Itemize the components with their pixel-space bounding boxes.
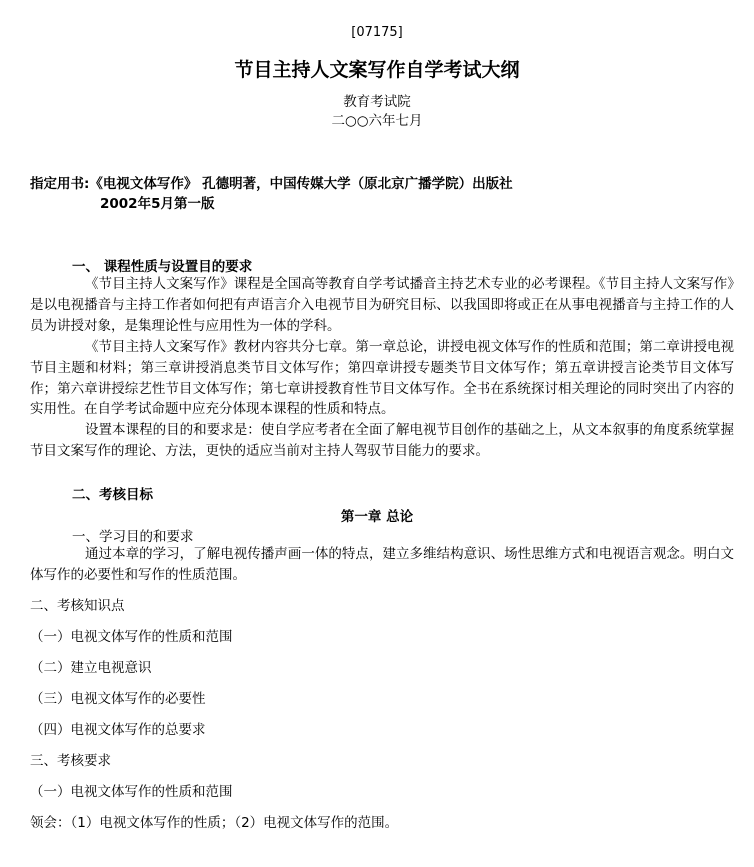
knowledge-point: （一）电视文体写作的性质和范围 (30, 629, 233, 645)
knowledge-point: （四）电视文体写作的总要求 (30, 722, 206, 738)
subheading-knowledge-points: 二、考核知识点 (30, 598, 125, 614)
section-1-paragraph-2: 《节目主持人文案写作》教材内容共分七章。第一章总论，讲授电视文体写作的性质和范围；第二章讲授电视节目主题和材料；第三章讲授消息类节目文体写作；第四章讲授专题类节目文体写作；第五章讲授言论类节目文体写作；第六章讲授综艺性节目文体写作；第七章讲授教育性节目文体写作。全书在系统探讨相关理论的同时突出了内容的实用性。在自学考试命题中应充分体现本课程的性质和特点。 (30, 339, 734, 418)
publisher: 教育考试院 (343, 94, 411, 110)
course-code: [07175] (351, 25, 403, 40)
learning-goals-text: 通过本章的学习，了解电视传播声画一体的特点，建立多维结构意识、场性思维方式和电视语言观念。明白文体写作的必要性和写作的性质范围。 (30, 546, 734, 583)
knowledge-point: （三）电视文体写作的必要性 (30, 691, 206, 707)
section-heading-1: 一、 课程性质与设置目的要求 (72, 259, 253, 275)
document-title: 节目主持人文案写作自学考试大纲 (234, 59, 520, 81)
section-1-paragraph-3: 设置本课程的目的和要求是：使自学应考者在全面了解电视节目创作的基础之上，从文本叙事的角度系统掌握节目文案写作的理论、方法，更快的适应当前对主持人驾驭节目能力的要求。 (30, 422, 734, 459)
subheading-requirements: 三、考核要求 (30, 753, 111, 769)
knowledge-point: （二）建立电视意识 (30, 660, 152, 676)
section-1-paragraph-1: 《节目主持人文案写作》课程是全国高等教育自学考试播音主持艺术专业的必考课程。《节目主持人文案写作》是以电视播音与主持工作者如何把有声语言介入电视节目为研究目标、以我国即将或正在从事电视播音与主持工作的人员为讲授对象，是集理论性与应用性为一体的学科。 (30, 276, 734, 334)
requirement-item: （一）电视文体写作的性质和范围 (30, 784, 233, 800)
textbook-line: 指定用书:《电视文体写作》 孔德明著，中国传媒大学（原北京广播学院）出版社 (30, 176, 513, 192)
subheading-learning-goals: 一、学习目的和要求 (72, 529, 194, 545)
textbook-edition: 2002年5月第一版 (100, 196, 215, 212)
chapter-title: 第一章 总论 (340, 509, 414, 525)
section-heading-2: 二、考核目标 (72, 487, 153, 503)
publish-date: 二○○六年七月 (331, 113, 423, 129)
requirement-detail: 领会：（1）电视文体写作的性质；（2）电视文体写作的范围。 (30, 815, 399, 831)
